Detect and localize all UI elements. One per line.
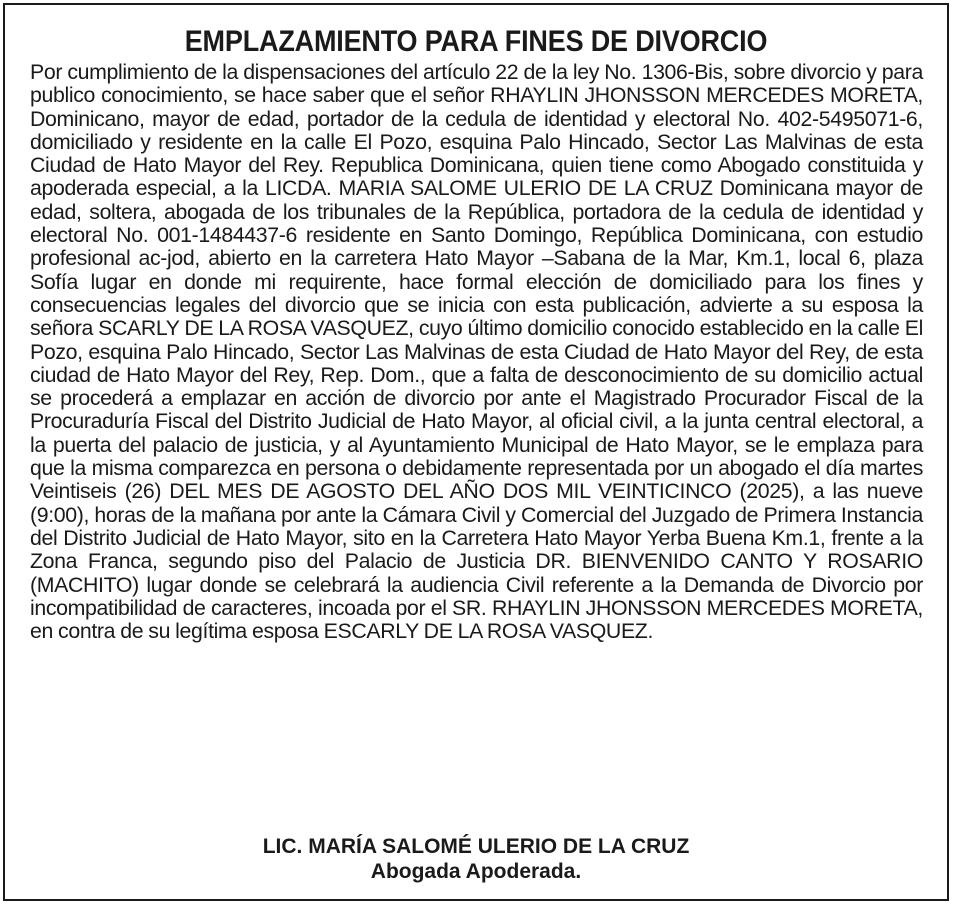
notice-title: EMPLAZAMIENTO PARA FINES DE DIVORCIO	[184, 25, 768, 58]
legal-notice	[3, 3, 949, 901]
notice-body: Por cumplimiento de la dispensaciones del artículo 22 de la ley No. 1306-Bis, sobre divorcio y para publico conocimiento, se hace saber que el señor RHAYLIN JHONSSON MERCEDES MORETA, Dominicano, mayor de edad, portador de la cedula de identidad y electoral No. 402-5495071-6, domiciliado y residente en la calle El Pozo, esquina Palo Hincado, Sector Las Malvinas de esta Ciudad de Hato Mayor del Rey. Republica Dominicana, quien tiene como Abogado constituida y apoderada especial, a la LICDA. MARIA SALOME ULERIO DE LA CRUZ Dominicana mayor de edad, soltera, abogada de los tribunales de la República, portadora de la cedula de identidad y electoral No. 001-1484437-6 residente en Santo Domingo, República Dominicana, con estudio profesional ac-jod, abierto en la carretera Hato Mayor –Sabana de la Mar, Km.1, local 6, plaza Sofía lugar en donde mi requirente, hace formal elección de domiciliado para los fines y consecuencias legales del divorcio que se inicia con esta publicación, advierte a su esposa la señora SCARLY DE LA ROSA VASQUEZ, cuyo último domicilio conocido establecido en la calle El Pozo, esquina Palo Hincado, Sector Las Malvinas de esta Ciudad de Hato Mayor del Rey, de esta ciudad de Hato Mayor del Rey, Rep. Dom., que a falta de desconocimiento de su domicilio actual se procederá a emplazar en acción de divorcio por ante el Magistrado Procurador Fiscal de la Procuraduría Fiscal del Distrito Judicial de Hato Mayor, al oficial civil, a la junta central electoral, a la puerta del palacio de justicia, y al Ayuntamiento Municipal de Hato Mayor, se le emplaza para que la misma comparezca en persona o debidamente representada por un abogado el día martes Veintiseis (26) DEL MES DE AGOSTO DEL AÑO DOS MIL VEINTICINCO (2025), a las nueve (9:00), horas de la mañana por ante la Cámara Civil y Comercial del Juzgado de Primera Instancia del Distrito Judicial de Hato Mayor, sito en la Carretera Hato Mayor Yerba Buena Km.1, frente a la Zona Franca, segundo piso del Palacio de Justicia DR. BIENVENIDO CANTO Y ROSARIO (MACHITO) lugar donde se celebrará la audiencia Civil referente a la Demanda de Divorcio por incompatibilidad de caracteres, incoada por el SR. RHAYLIN JHONSSON MERCEDES MORETA, en contra de su legítima esposa ESCARLY DE LA ROSA VASQUEZ.	[30, 60, 923, 644]
signature-role: Abogada Apoderada.	[370, 860, 582, 883]
signature-name: LIC. MARÍA SALOMÉ ULERIO DE LA CRUZ	[262, 835, 690, 858]
